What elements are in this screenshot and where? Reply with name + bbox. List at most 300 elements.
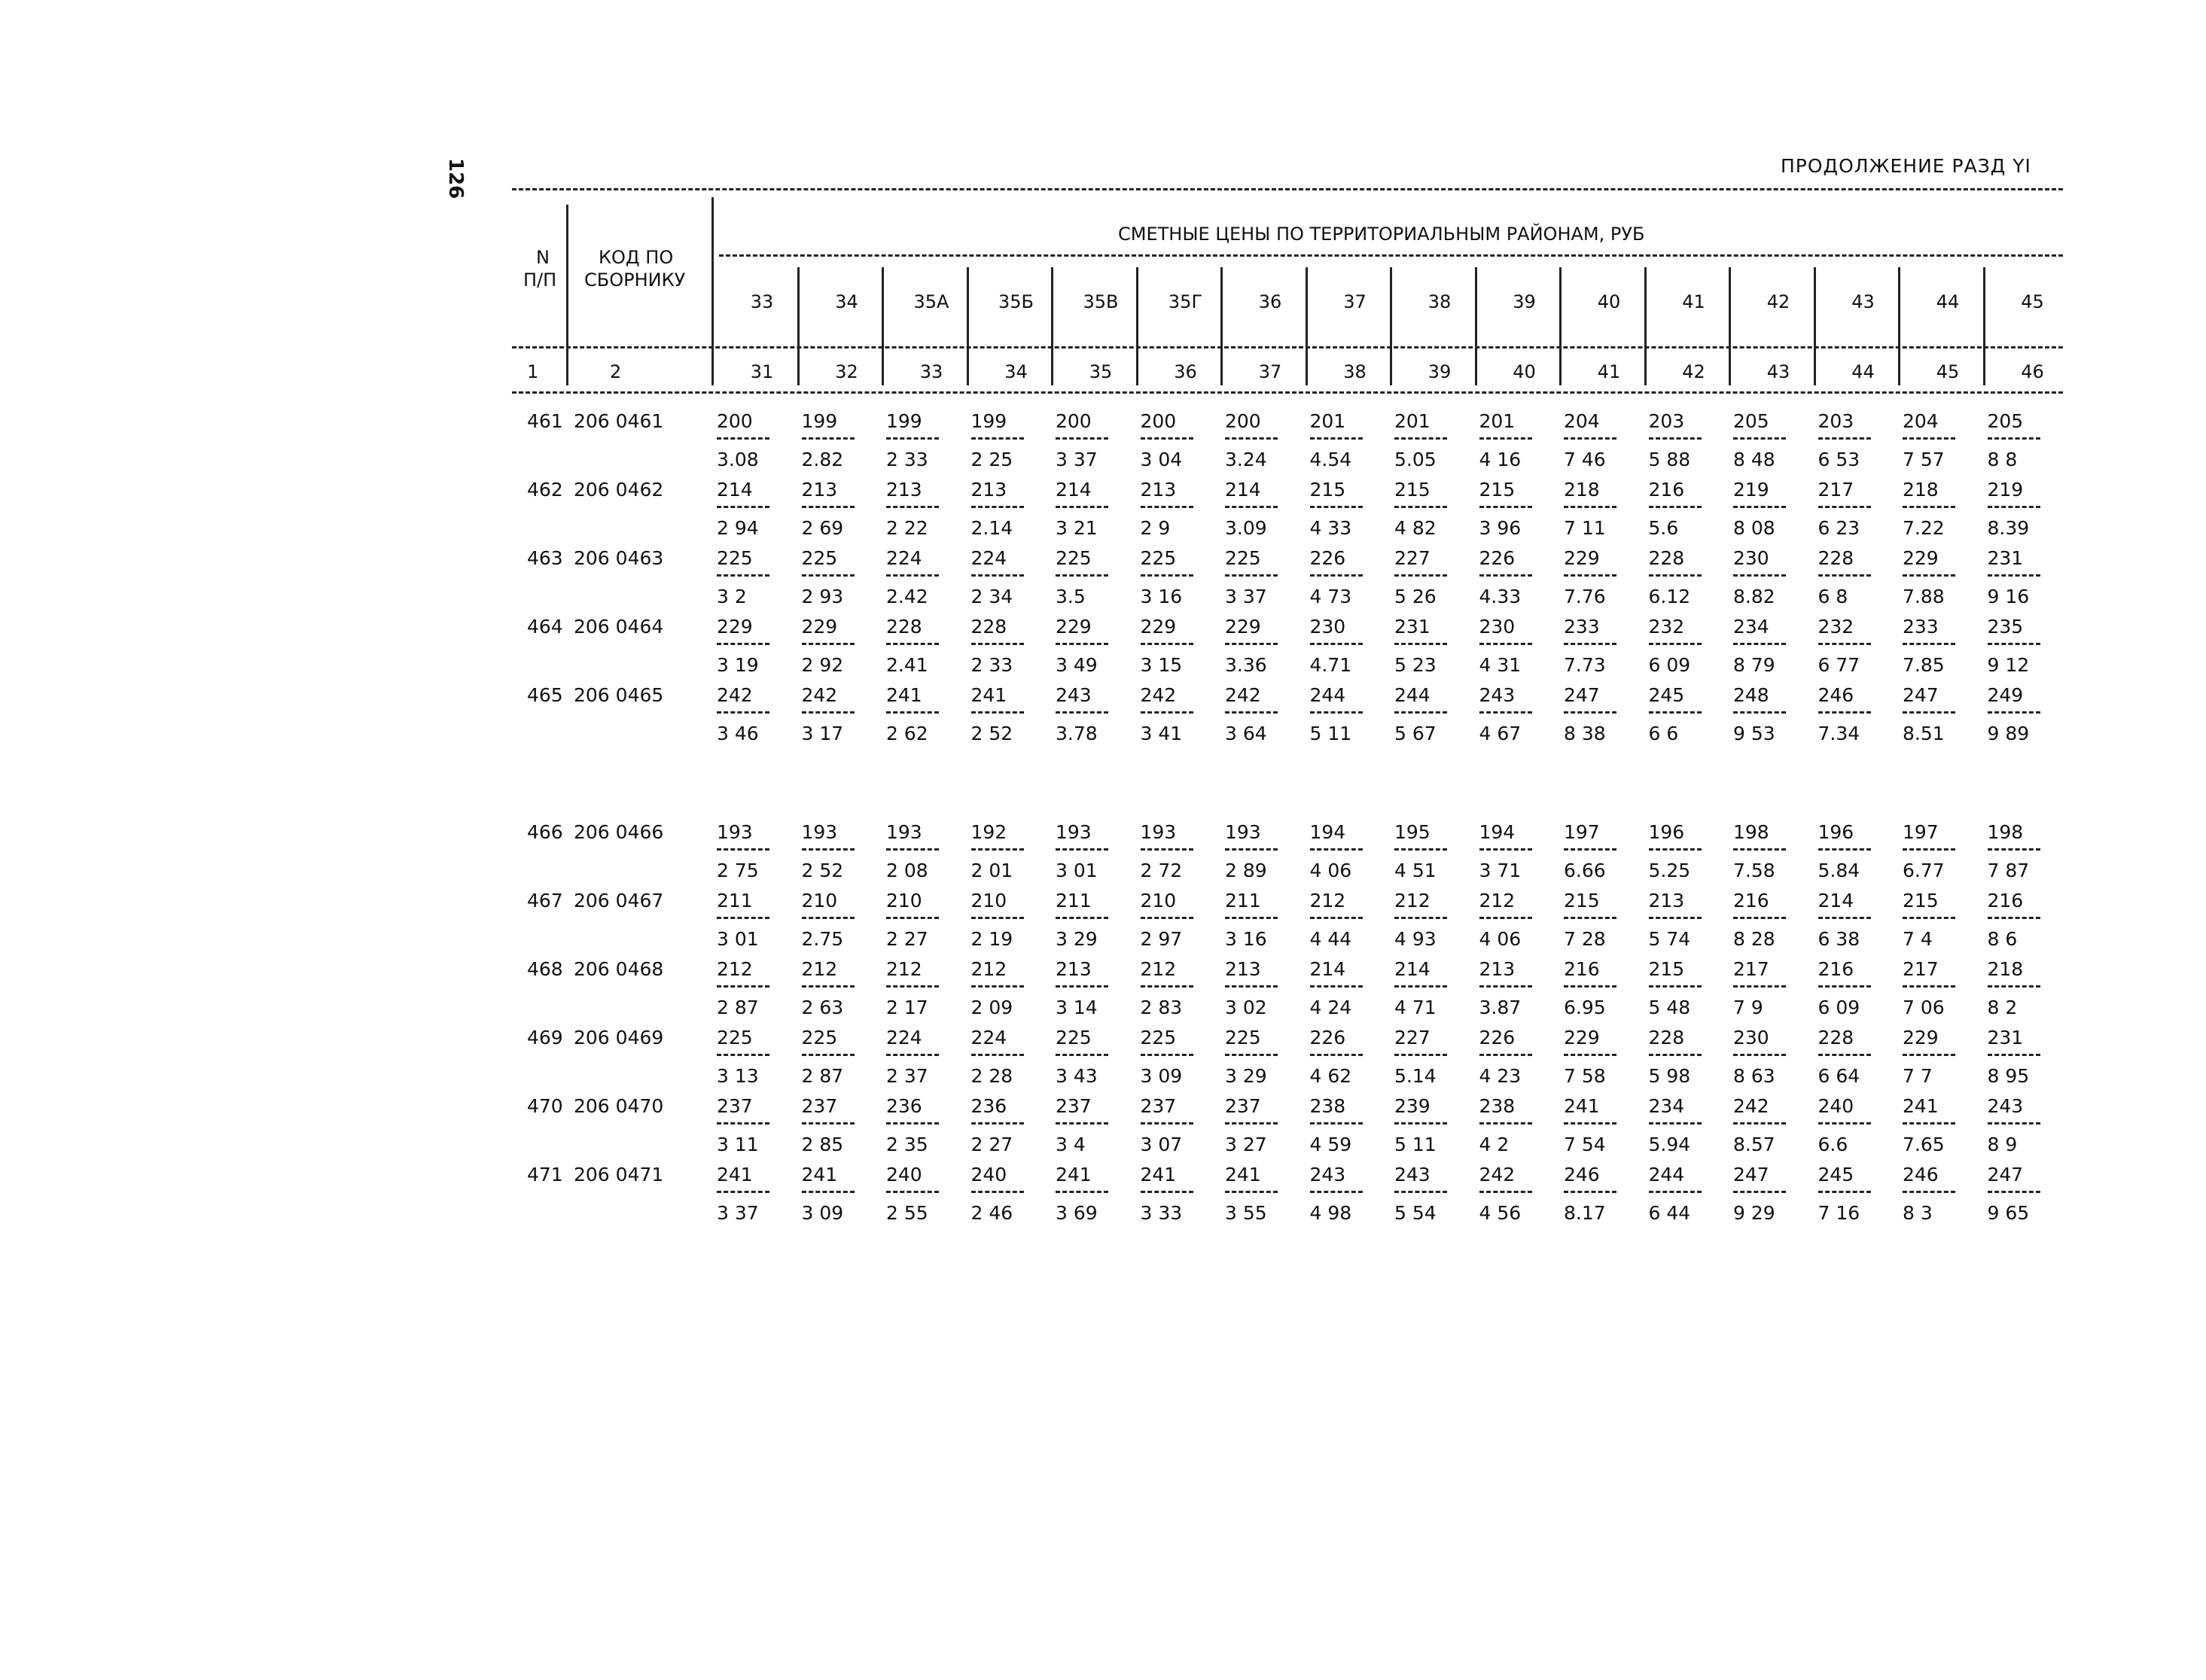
fraction-bar [1225,848,1278,851]
fraction-bar [1479,1054,1532,1056]
price-value: 225 [1056,547,1092,569]
divider-district [1644,267,1647,385]
price-value: 244 [1648,1164,1685,1185]
price-value: 210 [1140,890,1177,912]
price-value: 198 [1987,821,2024,843]
column-number: 43 [1766,361,1790,382]
index-value: 8 63 [1733,1065,1775,1087]
index-value: 3 09 [801,1202,844,1224]
index-value: 8 79 [1733,654,1775,676]
row-code: 206 0469 [574,1027,664,1048]
price-value: 236 [970,1095,1007,1117]
fraction-bar [1733,711,1786,714]
price-value: 201 [1309,410,1346,432]
index-value: 8 9 [1987,1134,2018,1155]
index-value: 5.14 [1394,1065,1437,1087]
district-label: 35Г [1168,291,1203,312]
fraction-bar [1310,711,1363,714]
index-value: 8 38 [1564,723,1606,744]
index-value: 3 43 [1056,1065,1098,1087]
fraction-bar [1649,1122,1702,1125]
index-value: 3 01 [717,928,759,950]
index-value: 3 17 [801,723,844,744]
index-value: 3 71 [1479,860,1522,881]
divider-district [1136,267,1138,385]
index-value: 2.75 [801,928,844,950]
district-label: 35В [1083,291,1119,312]
fraction-bar [886,1054,939,1056]
fraction-bar [1310,437,1363,440]
price-value: 225 [801,1027,838,1048]
fraction-bar [1479,1191,1532,1193]
header-pp: П/П [523,269,557,291]
fraction-bar [886,643,939,645]
fraction-bar [1479,1122,1532,1125]
fraction-bar [1988,1191,2040,1193]
price-value: 233 [1564,616,1600,638]
price-value: 213 [886,479,922,501]
column-number: 33 [919,361,943,382]
prices-title-rule [719,254,2063,257]
fraction-bar [1141,1122,1193,1125]
fraction-bar [1225,437,1278,440]
divider-district [1814,267,1816,385]
index-value: 2 9 [1140,517,1171,539]
fraction-bar [971,1191,1024,1193]
index-value: 2 69 [801,517,844,539]
fraction-bar [1564,917,1616,919]
index-value: 3 37 [1225,586,1267,607]
price-value: 215 [1903,890,1939,912]
fraction-bar [717,848,769,851]
index-value: 9 89 [1987,723,2030,744]
fraction-bar [1225,711,1278,714]
index-value: 4 82 [1394,517,1437,539]
fraction-bar [1479,848,1532,851]
fraction-bar [1649,437,1702,440]
fraction-bar [1479,985,1532,988]
header-mid-rule [512,346,2063,348]
fraction-bar [886,1191,939,1193]
index-value: 8.39 [1987,517,2030,539]
fraction-bar [1818,1191,1871,1193]
index-value: 3 19 [717,654,759,676]
index-value: 8.57 [1733,1134,1775,1155]
divider-district [797,267,800,385]
fraction-bar [1649,643,1702,645]
fraction-bar [1394,711,1447,714]
price-value: 216 [1564,958,1600,980]
page-number: 126 [444,158,467,199]
index-value: 5.94 [1648,1134,1691,1155]
fraction-bar [1818,711,1871,714]
price-value: 200 [1225,410,1261,432]
price-value: 198 [1733,821,1769,843]
price-value: 224 [886,1027,922,1048]
fraction-bar [1818,848,1871,851]
district-label: 35А [913,291,949,312]
index-value: 2 75 [717,860,759,881]
index-value: 2 63 [801,997,844,1018]
fraction-bar [802,1122,855,1125]
price-value: 235 [1987,616,2024,638]
fraction-bar [1818,1122,1871,1125]
index-value: 7 7 [1903,1065,1933,1087]
price-value: 215 [1648,958,1685,980]
fraction-bar [1225,506,1278,508]
fraction-bar [1141,574,1193,577]
index-value: 4.33 [1479,586,1522,607]
fraction-bar [1225,917,1278,919]
price-value: 246 [1903,1164,1939,1185]
index-value: 5 11 [1309,723,1352,744]
index-value: 7.85 [1903,654,1945,676]
price-value: 216 [1987,890,2024,912]
column-number: 41 [1597,361,1621,382]
price-value: 230 [1309,616,1346,638]
index-value: 5 26 [1394,586,1437,607]
column-number: 45 [1936,361,1960,382]
index-value: 3.87 [1479,997,1522,1018]
fraction-bar [971,506,1024,508]
fraction-bar [1988,1122,2040,1125]
index-value: 8.51 [1903,723,1945,744]
index-value: 2 37 [886,1065,928,1087]
index-value: 4 62 [1309,1065,1352,1087]
price-value: 210 [970,890,1007,912]
index-value: 8 08 [1733,517,1775,539]
index-value: 6 44 [1648,1202,1691,1224]
price-value: 212 [886,958,922,980]
fraction-bar [717,506,769,508]
price-value: 205 [1987,410,2024,432]
row-code: 206 0461 [574,410,664,432]
price-value: 226 [1479,547,1516,569]
index-value: 3 37 [1056,449,1098,470]
fraction-bar [1310,643,1363,645]
index-value: 8 8 [1987,449,2018,470]
fraction-bar [1988,985,2040,988]
price-value: 214 [717,479,753,501]
index-value: 6 38 [1818,928,1860,950]
col-number-1: 1 [527,361,539,382]
index-value: 4 16 [1479,449,1522,470]
fraction-bar [1988,848,2040,851]
row-code: 206 0468 [574,958,664,980]
index-value: 5 48 [1648,997,1691,1018]
price-value: 241 [717,1164,753,1185]
price-value: 241 [1225,1164,1261,1185]
price-value: 242 [1140,684,1177,706]
index-value: 6 77 [1818,654,1860,676]
price-value: 232 [1818,616,1854,638]
row-code: 206 0463 [574,547,664,569]
fraction-bar [1733,985,1786,988]
fraction-bar [1649,1191,1702,1193]
price-value: 226 [1309,547,1346,569]
price-value: 199 [970,410,1007,432]
index-value: 4 23 [1479,1065,1522,1087]
header-code-line2: СБОРНИКУ [584,269,686,291]
price-value: 228 [970,616,1007,638]
index-value: 2 92 [801,654,844,676]
index-value: 3 2 [717,586,747,607]
price-value: 243 [1056,684,1092,706]
fraction-bar [1394,437,1447,440]
price-value: 240 [970,1164,1007,1185]
index-value: 2 19 [970,928,1013,950]
price-value: 193 [717,821,753,843]
price-value: 225 [1140,1027,1177,1048]
index-value: 6 6 [1648,723,1679,744]
fraction-bar [1310,917,1363,919]
fraction-bar [1988,917,2040,919]
price-value: 241 [1140,1164,1177,1185]
price-value: 226 [1309,1027,1346,1048]
fraction-bar [1394,917,1447,919]
index-value: 2 55 [886,1202,928,1224]
fraction-bar [802,437,855,440]
price-value: 245 [1648,684,1685,706]
price-value: 242 [717,684,753,706]
price-value: 239 [1394,1095,1431,1117]
column-number: 46 [2021,361,2044,382]
index-value: 4 67 [1479,723,1522,744]
fraction-bar [886,917,939,919]
price-value: 229 [801,616,838,638]
fraction-bar [802,506,855,508]
fraction-bar [717,1122,769,1125]
fraction-bar [1394,643,1447,645]
fraction-bar [1988,506,2040,508]
fraction-bar [1310,506,1363,508]
index-value: 3.09 [1225,517,1267,539]
row-code: 206 0466 [574,821,664,843]
fraction-bar [1310,1191,1363,1193]
index-value: 3 29 [1056,928,1098,950]
price-value: 217 [1903,958,1939,980]
fraction-bar [802,1191,855,1193]
fraction-bar [717,1191,769,1193]
fraction-bar [1310,848,1363,851]
district-label: 38 [1428,291,1452,312]
index-value: 6 09 [1818,997,1860,1018]
divider-district [1051,267,1053,385]
index-value: 2 83 [1140,997,1183,1018]
price-value: 200 [717,410,753,432]
row-code: 206 0462 [574,479,664,501]
index-value: 5 54 [1394,1202,1437,1224]
price-value: 225 [1225,1027,1261,1048]
price-value: 214 [1056,479,1092,501]
index-value: 3 02 [1225,997,1267,1018]
price-value: 241 [801,1164,838,1185]
fraction-bar [717,643,769,645]
fraction-bar [1818,917,1871,919]
price-value: 214 [1394,958,1431,980]
fraction-bar [1056,643,1108,645]
row-number: 461 [527,410,563,432]
price-value: 237 [801,1095,838,1117]
price-value: 211 [1225,890,1261,912]
fraction-bar [1903,848,1955,851]
price-value: 193 [1140,821,1177,843]
index-value: 3 49 [1056,654,1098,676]
index-value: 6 53 [1818,449,1860,470]
fraction-bar [1394,848,1447,851]
index-value: 3 33 [1140,1202,1183,1224]
index-value: 9 16 [1987,586,2030,607]
fraction-bar [1903,643,1955,645]
price-value: 199 [801,410,838,432]
price-value: 213 [1225,958,1261,980]
price-value: 229 [1056,616,1092,638]
fraction-bar [1394,1122,1447,1125]
price-value: 232 [1648,616,1685,638]
fraction-bar [1564,574,1616,577]
price-value: 229 [1903,1027,1939,1048]
fraction-bar [1479,711,1532,714]
divider-district [1559,267,1562,385]
price-value: 212 [1394,890,1431,912]
fraction-bar [971,437,1024,440]
fraction-bar [971,848,1024,851]
fraction-bar [802,985,855,988]
price-value: 237 [1225,1095,1261,1117]
index-value: 3 29 [1225,1065,1267,1087]
index-value: 3 41 [1140,723,1183,744]
index-value: 7 57 [1903,449,1945,470]
price-value: 216 [1818,958,1854,980]
index-value: 3 96 [1479,517,1522,539]
fraction-bar [1733,917,1786,919]
district-label: 41 [1682,291,1705,312]
price-value: 192 [970,821,1007,843]
district-label: 42 [1766,291,1790,312]
column-number: 32 [835,361,858,382]
index-value: 3 46 [717,723,759,744]
price-value: 215 [1564,890,1600,912]
column-number: 44 [1851,361,1875,382]
index-value: 3 16 [1140,586,1183,607]
index-value: 6.12 [1648,586,1691,607]
index-value: 7.34 [1818,723,1860,744]
divider-nn [566,205,568,385]
fraction-bar [1903,985,1955,988]
index-value: 4 06 [1479,928,1522,950]
row-number: 469 [527,1027,563,1048]
fraction-bar [717,917,769,919]
index-value: 6.95 [1564,997,1606,1018]
fraction-bar [886,437,939,440]
index-value: 6 64 [1818,1065,1860,1087]
district-label: 43 [1851,291,1875,312]
fraction-bar [971,985,1024,988]
fraction-bar [1056,711,1108,714]
price-value: 242 [1225,684,1261,706]
fraction-bar [1903,711,1955,714]
price-value: 204 [1903,410,1939,432]
district-label: 45 [2021,291,2044,312]
fraction-bar [1649,985,1702,988]
price-value: 213 [970,479,1007,501]
fraction-bar [1818,437,1871,440]
price-value: 238 [1309,1095,1346,1117]
col-number-2: 2 [610,361,622,382]
price-value: 237 [717,1095,753,1117]
fraction-bar [1564,1122,1616,1125]
fraction-bar [717,574,769,577]
price-value: 230 [1733,1027,1769,1048]
fraction-bar [1903,506,1955,508]
divider-district [1898,267,1900,385]
fraction-bar [1141,1054,1193,1056]
fraction-bar [886,711,939,714]
row-number: 467 [527,890,563,912]
divider-district [967,267,969,385]
fraction-bar [1310,1054,1363,1056]
price-value: 247 [1987,1164,2024,1185]
price-value: 247 [1903,684,1939,706]
district-label: 35Б [998,291,1034,312]
index-value: 2 46 [970,1202,1013,1224]
price-value: 211 [717,890,753,912]
price-value: 203 [1818,410,1854,432]
price-value: 241 [886,684,922,706]
row-code: 206 0471 [574,1164,664,1185]
index-value: 2 72 [1140,860,1183,881]
index-value: 7 06 [1903,997,1945,1018]
index-value: 9 65 [1987,1202,2030,1224]
index-value: 6.66 [1564,860,1606,881]
fraction-bar [971,711,1024,714]
index-value: 7 9 [1733,997,1763,1018]
fraction-bar [1479,506,1532,508]
column-number: 31 [750,361,774,382]
index-value: 9 12 [1987,654,2030,676]
row-number: 470 [527,1095,563,1117]
fraction-bar [1141,848,1193,851]
price-value: 229 [1564,547,1600,569]
divider-district [882,267,884,385]
price-value: 248 [1733,684,1769,706]
price-value: 234 [1733,616,1769,638]
column-number: 38 [1343,361,1367,382]
row-number: 464 [527,616,563,638]
fraction-bar [1225,1122,1278,1125]
fraction-bar [717,711,769,714]
index-value: 3 15 [1140,654,1183,676]
district-label: 33 [750,291,774,312]
price-value: 228 [886,616,922,638]
fraction-bar [1733,574,1786,577]
column-number: 40 [1513,361,1536,382]
price-value: 196 [1818,821,1854,843]
price-value: 237 [1056,1095,1092,1117]
price-value: 219 [1733,479,1769,501]
fraction-bar [1479,643,1532,645]
fraction-bar [1988,643,2040,645]
index-value: 2 08 [886,860,928,881]
fraction-bar [1056,437,1108,440]
fraction-bar [886,506,939,508]
price-value: 243 [1309,1164,1346,1185]
fraction-bar [1649,506,1702,508]
index-value: 2 87 [801,1065,844,1087]
fraction-bar [1056,506,1108,508]
fraction-bar [1649,1054,1702,1056]
index-value: 9 53 [1733,723,1775,744]
